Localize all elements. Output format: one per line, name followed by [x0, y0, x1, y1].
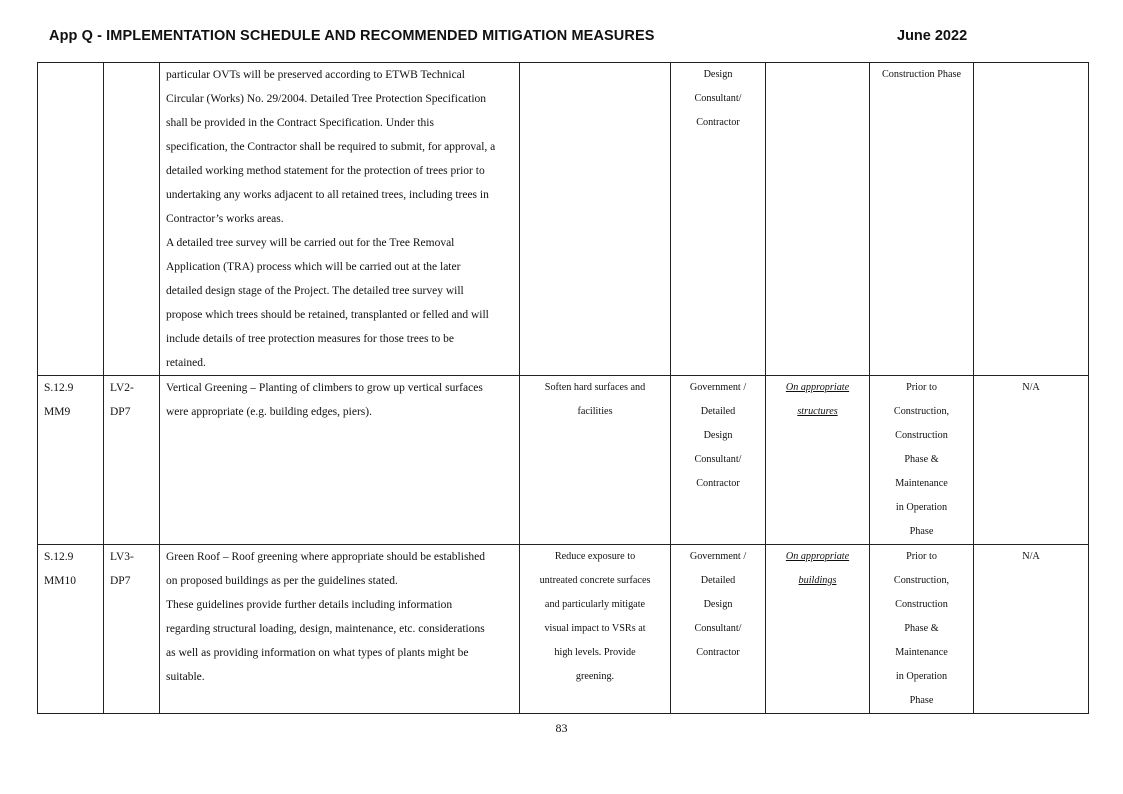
- objective-line: Reduce exposure to: [554, 551, 636, 562]
- page-header-title: App Q - IMPLEMENTATION SCHEDULE AND RECOMMENDED MITIGATION MEASURES: [49, 28, 655, 44]
- timing-line: Prior to: [906, 382, 937, 393]
- measure-line: propose which trees should be retained, transplanted or felled and will: [166, 309, 489, 321]
- objective-line: greening.: [575, 671, 615, 682]
- ref-line: MM9: [44, 406, 71, 418]
- status-cell: [974, 545, 1089, 714]
- measure-line: suitable.: [166, 671, 205, 683]
- agent-line: Contractor: [696, 117, 740, 128]
- measure-line: Green Roof – Roof greening where appropriate should be established: [166, 551, 486, 563]
- measure-line: Circular (Works) No. 29/2004. Detailed Tree Protection Specification: [166, 93, 487, 105]
- timing-line: Construction Phase: [882, 69, 961, 80]
- ref-cell: [38, 63, 104, 376]
- measure-line: as well as providing information on what types of plants might be: [166, 647, 469, 659]
- code-line: LV2-: [110, 382, 134, 394]
- ref-cell: [38, 376, 104, 545]
- objective-line: and particularly mitigate: [544, 599, 646, 610]
- objective-cell: [520, 376, 671, 545]
- objective-cell: [520, 63, 671, 376]
- code-cell: [104, 545, 160, 714]
- ref-line: S.12.9: [44, 382, 74, 394]
- measure-line: shall be provided in the Contract Specification. Under this: [166, 117, 434, 129]
- location-cell: [766, 545, 870, 714]
- location-line: structures: [797, 406, 838, 417]
- objective-line: untreated concrete surfaces: [539, 575, 651, 586]
- timing-line: Construction,: [893, 575, 950, 586]
- measure-line: A detailed tree survey will be carried out for the Tree Removal: [166, 237, 455, 249]
- measure-cell: [160, 376, 520, 545]
- objective-line: visual impact to VSRs at: [544, 623, 646, 634]
- ref-line: S.12.9: [44, 551, 74, 563]
- location-line: buildings: [798, 575, 837, 586]
- table-row: [38, 63, 1089, 376]
- timing-line: Construction,: [893, 406, 950, 417]
- timing-line: Prior to: [906, 551, 937, 562]
- timing-line: Maintenance: [895, 647, 948, 658]
- code-line: DP7: [110, 406, 131, 418]
- measure-line: undertaking any works adjacent to all retained trees, including trees in: [166, 189, 489, 201]
- agent-cell: [671, 545, 766, 714]
- objective-line: high levels. Provide: [554, 647, 636, 658]
- timing-cell: [870, 63, 974, 376]
- timing-line: Phase: [909, 695, 934, 706]
- agent-line: Contractor: [696, 647, 740, 658]
- code-line: LV3-: [110, 551, 134, 563]
- agent-line: Consultant/: [694, 454, 742, 465]
- objective-cell: [520, 545, 671, 714]
- agent-line: Design: [703, 599, 733, 610]
- location-line: On appropriate: [785, 551, 850, 562]
- measure-cell: [160, 545, 520, 714]
- measure-line: These guidelines provide further details including information: [166, 599, 453, 611]
- measure-line: particular OVTs will be preserved according to ETWB Technical: [166, 69, 465, 81]
- measure-cell: [160, 63, 520, 376]
- status-line: N/A: [1022, 551, 1040, 562]
- location-cell: [766, 376, 870, 545]
- status-cell: [974, 376, 1089, 545]
- agent-cell: [671, 376, 766, 545]
- objective-line: facilities: [577, 406, 613, 417]
- timing-line: Construction: [895, 430, 948, 441]
- measure-line: on proposed buildings as per the guidelines stated.: [166, 575, 398, 587]
- code-cell: [104, 63, 160, 376]
- agent-line: Detailed: [700, 575, 736, 586]
- agent-cell: [671, 63, 766, 376]
- timing-line: Maintenance: [895, 478, 948, 489]
- ref-cell: [38, 545, 104, 714]
- measure-line: were appropriate (e.g. building edges, piers).: [166, 406, 372, 418]
- timing-cell: [870, 376, 974, 545]
- timing-line: in Operation: [895, 671, 948, 682]
- agent-line: Consultant/: [694, 623, 742, 634]
- measure-line: Application (TRA) process which will be carried out at the later: [166, 261, 461, 273]
- agent-line: Design: [703, 430, 733, 441]
- timing-line: Phase: [909, 526, 934, 537]
- table-row: [38, 376, 1089, 545]
- measure-line: Contractor’s works areas.: [166, 213, 284, 225]
- measure-line: include details of tree protection measures for those trees to be: [166, 333, 455, 345]
- agent-line: Government /: [689, 551, 747, 562]
- timing-line: Phase &: [904, 623, 939, 634]
- status-line: N/A: [1022, 382, 1040, 393]
- location-line: On appropriate: [785, 382, 850, 393]
- measure-line: detailed working method statement for the protection of trees prior to: [166, 165, 485, 177]
- code-line: DP7: [110, 575, 131, 587]
- table-row: [38, 545, 1089, 714]
- agent-line: Design: [703, 69, 733, 80]
- measure-line: retained.: [166, 357, 206, 369]
- agent-line: Detailed: [700, 406, 736, 417]
- measure-line: specification, the Contractor shall be required to submit, for approval, a: [166, 141, 496, 153]
- timing-line: in Operation: [895, 502, 948, 513]
- implementation-schedule-table: [37, 62, 1089, 714]
- agent-line: Government /: [689, 382, 747, 393]
- agent-line: Contractor: [696, 478, 740, 489]
- objective-line: Soften hard surfaces and: [544, 382, 646, 393]
- timing-cell: [870, 545, 974, 714]
- page-header-date: June 2022: [897, 28, 968, 44]
- timing-line: Construction: [895, 599, 948, 610]
- status-cell: [974, 63, 1089, 376]
- ref-line: MM10: [44, 575, 76, 587]
- agent-line: Consultant/: [694, 93, 742, 104]
- measure-line: regarding structural loading, design, maintenance, etc. considerations: [166, 623, 485, 635]
- location-cell: [766, 63, 870, 376]
- code-cell: [104, 376, 160, 545]
- measure-line: Vertical Greening – Planting of climbers to grow up vertical surfaces: [166, 382, 483, 394]
- measure-line: detailed design stage of the Project. The detailed tree survey will: [166, 285, 464, 297]
- page-number: 83: [555, 721, 568, 735]
- timing-line: Phase &: [904, 454, 939, 465]
